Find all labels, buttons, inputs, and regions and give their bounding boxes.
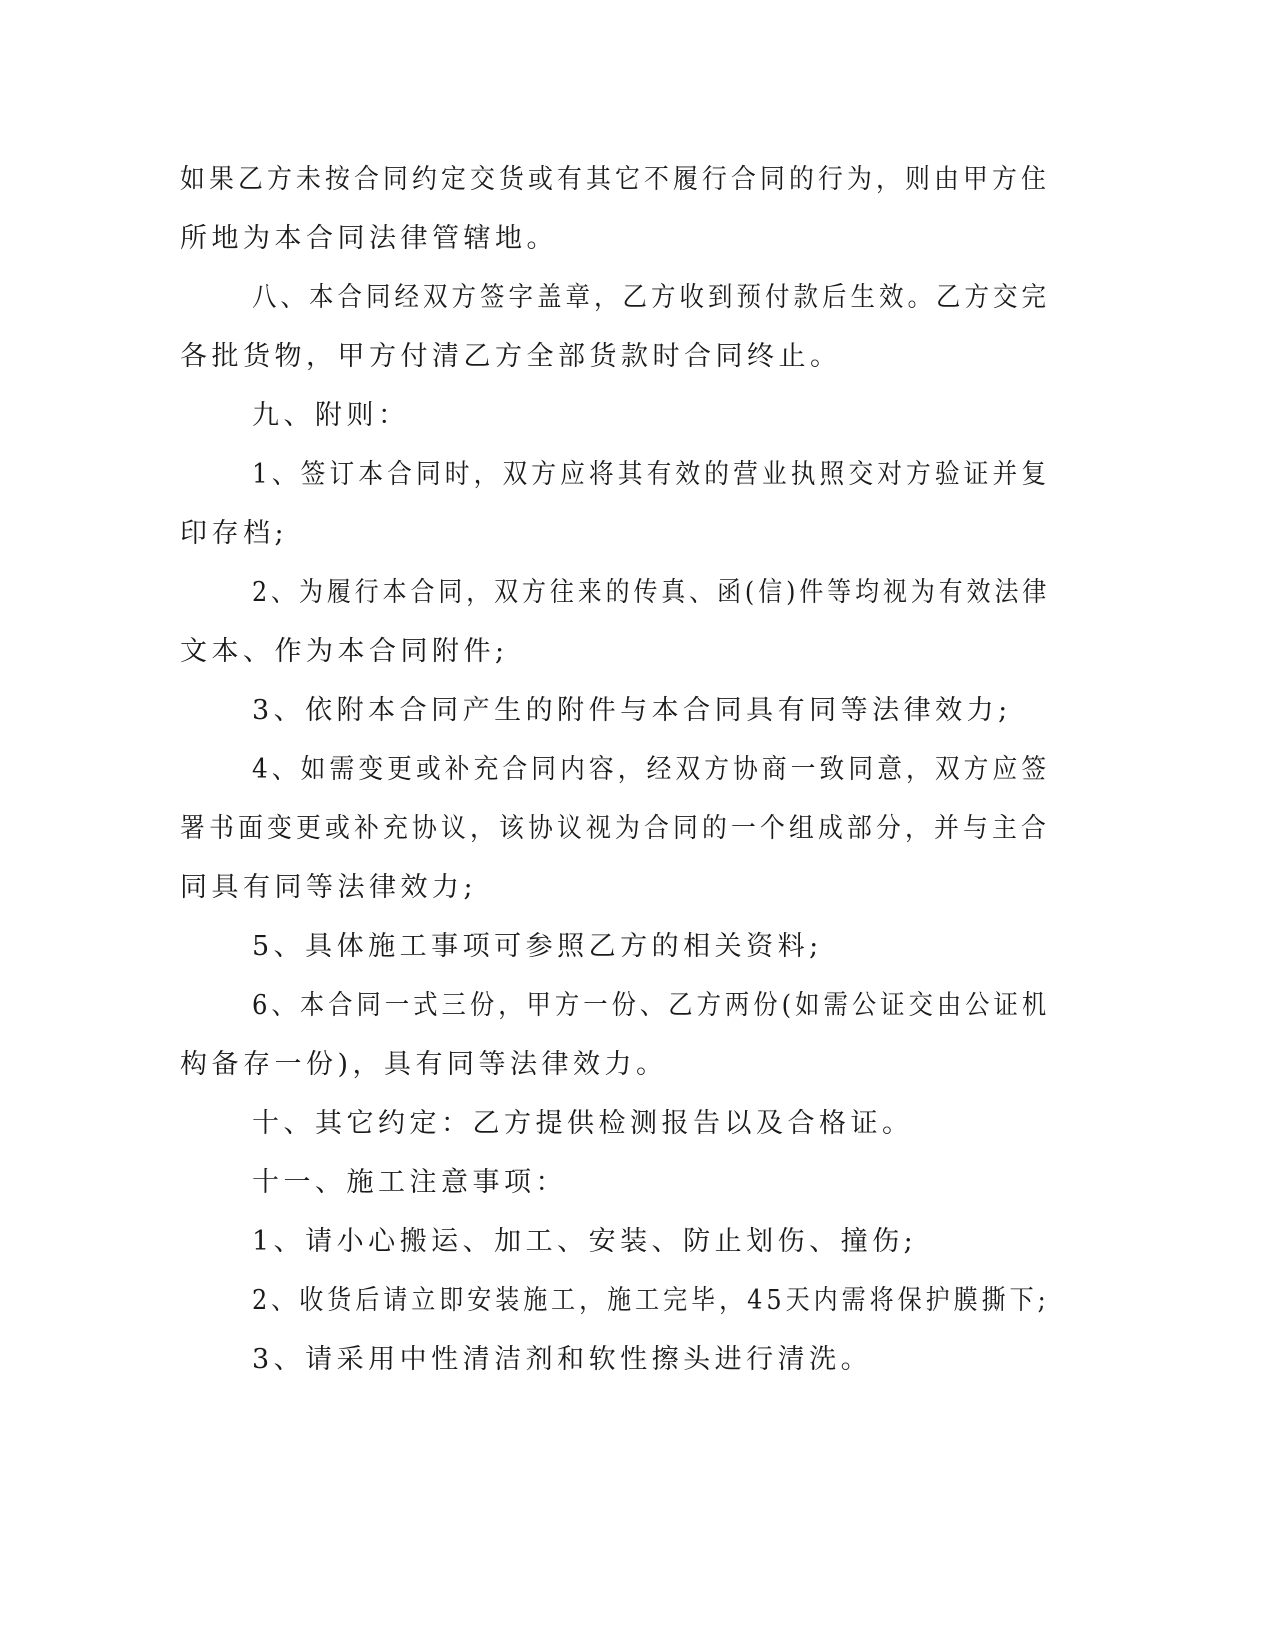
text-line: 5、具体施工事项可参照乙方的相关资料; bbox=[252, 931, 823, 962]
text-line: 1、签订本合同时，双方应将其有效的营业执照交对方验证并复 bbox=[252, 459, 1051, 490]
text-line: 同具有同等法律效力; bbox=[180, 872, 478, 903]
text-line: 6、本合同一式三份，甲方一份、乙方两份(如需公证交由公证机 bbox=[252, 990, 1051, 1021]
text-line: 印存档; bbox=[180, 518, 289, 549]
text-line: 十、其它约定：乙方提供检测报告以及合格证。 bbox=[252, 1108, 914, 1139]
section-heading: 十一、施工注意事项： bbox=[252, 1167, 567, 1198]
text-line: 1、请小心搬运、加工、安装、防止划伤、撞伤; bbox=[252, 1226, 918, 1257]
text-line: 八、本合同经双方签字盖章，乙方收到预付款后生效。乙方交完 bbox=[252, 282, 1050, 313]
text-line: 所地为本合同法律管辖地。 bbox=[180, 223, 558, 254]
text-line: 各批货物，甲方付清乙方全部货款时合同终止。 bbox=[180, 341, 842, 372]
text-line: 3、依附本合同产生的附件与本合同具有同等法律效力; bbox=[252, 695, 1012, 726]
section-heading: 九、附则： bbox=[252, 400, 410, 431]
text-line: 4、如需变更或补充合同内容，经双方协商一致同意，双方应签 bbox=[252, 754, 1051, 785]
text-line: 文本、作为本合同附件; bbox=[180, 636, 509, 667]
text-line: 如果乙方未按合同约定交货或有其它不履行合同的行为，则由甲方住 bbox=[180, 164, 1050, 195]
text-line: 2、为履行本合同，双方往来的传真、函(信)件等均视为有效法律 bbox=[252, 577, 1051, 608]
text-line: 构备存一份)，具有同等法律效力。 bbox=[180, 1049, 668, 1080]
text-line: 署书面变更或补充协议，该协议视为合同的一个组成部分，并与主合 bbox=[180, 813, 1050, 844]
text-line: 3、请采用中性清洁剂和软性擦头进行清洗。 bbox=[252, 1344, 873, 1375]
text-line: 2、收货后请立即安装施工，施工完毕，45天内需将保护膜撕下; bbox=[252, 1285, 1050, 1316]
